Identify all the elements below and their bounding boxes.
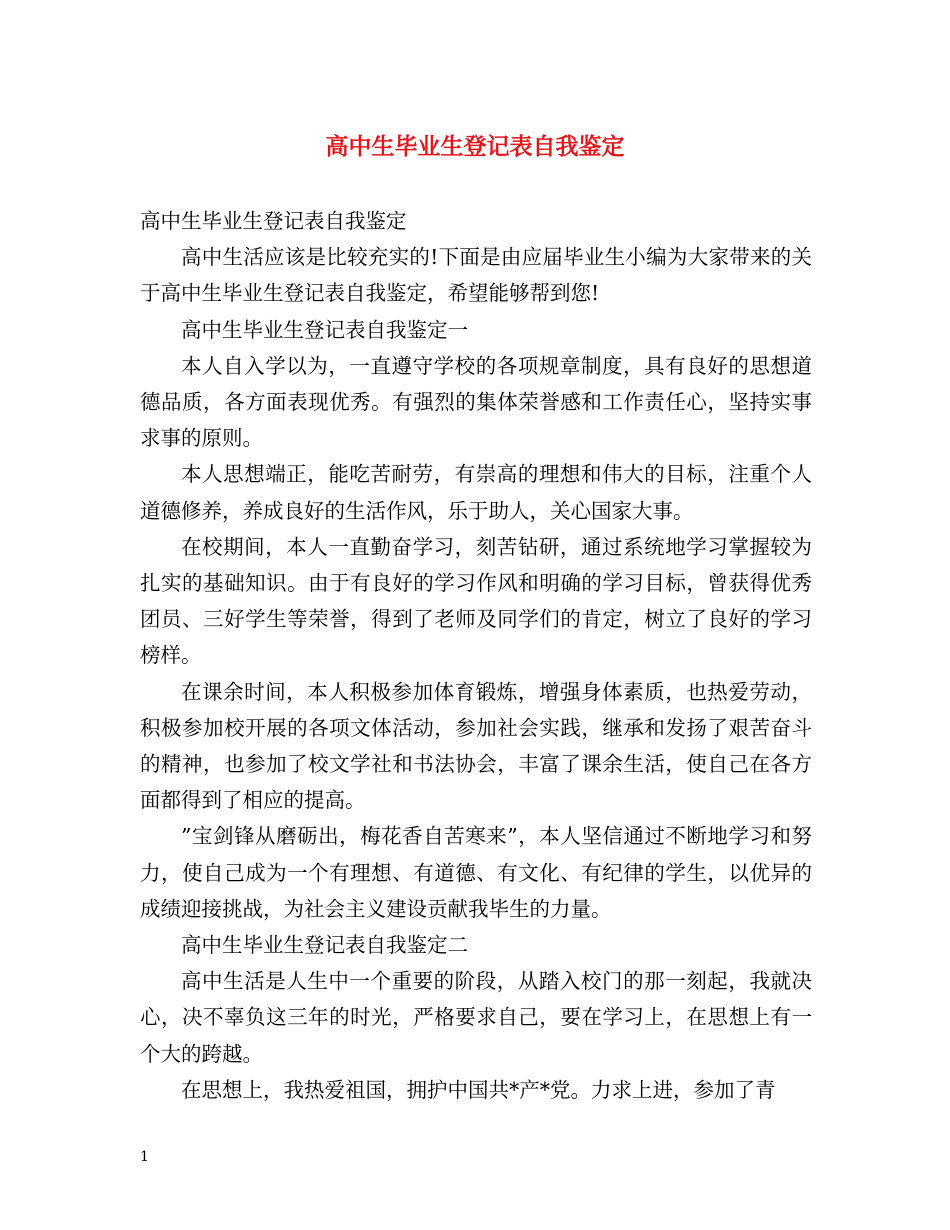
document-body <box>140 203 812 1108</box>
body-paragraph: 本人自入学以为，一直遵守学校的各项规章制度，具有良好的思想道 德品质，各方面表现优秀。有强烈的集体荣誉感和工作责任心，坚持实事求事的原则。 <box>140 353 812 451</box>
body-paragraph: 在校期间，本人一直勤奋学习，刻苦钻研，通过系统地学习掌握较为扎实的基础知识。由于有良好的学习作风和明确的学习目标，曾获得优秀团员、三好学生等荣誉，得到了老师及同学们的肯定，树立了良好的学习榜样。 <box>140 534 812 668</box>
section-heading-two: 高中生毕业生登记表自我鉴定二 <box>181 933 468 958</box>
body-paragraph: 在思想上，我热爱祖国，拥护中国共*产*党。力求上进，参加了青 <box>181 1077 776 1102</box>
subtitle-paragraph: 高中生毕业生登记表自我鉴定 <box>140 209 407 233</box>
body-paragraph: 高中生活是人生中一个重要的阶段，从踏入校门的那一刻起，我就决心，决不辜负这三年的时光，严格要求自己，要在学习上，在思想上有一个大的跨越。 <box>140 969 812 1066</box>
section-heading-one: 高中生毕业生登记表自我鉴定一 <box>181 317 468 342</box>
intro-paragraph: 高中生活应该是比较充实的!下面是由应届毕业生小编为大家带来的关于高中生毕业生登记表自我鉴定，希望能够帮到您! <box>140 245 812 306</box>
body-paragraph: ”宝剑锋从磨砺出，梅花香自苦寒来”，本人坚信通过不断地学习和努力，使自己成为一个有理想、有道德、有文化、有纪律的学生，以优异的成绩迎接挑战，为社会主义建设贡献我毕生的力量。 <box>140 824 812 921</box>
body-paragraph: 在课余时间，本人积极参加体育锻炼，增强身体素质，也热爱劳动，积极参加校开展的各项文体活动，参加社会实践，继承和发扬了艰苦奋斗的精神，也参加了校文学社和书法协会，丰富了课余生活，使自己在各方面都得到了相应的提高。 <box>140 679 812 813</box>
page-number: 1 <box>140 1149 149 1165</box>
document-title: 高中生毕业生登记表自我鉴定 <box>325 133 625 160</box>
body-paragraph: 本人思想端正，能吃苦耐劳，有崇高的理想和伟大的目标，注重个人道德修养，养成良好的生活作风，乐于助人，关心国家大事。 <box>140 462 812 523</box>
